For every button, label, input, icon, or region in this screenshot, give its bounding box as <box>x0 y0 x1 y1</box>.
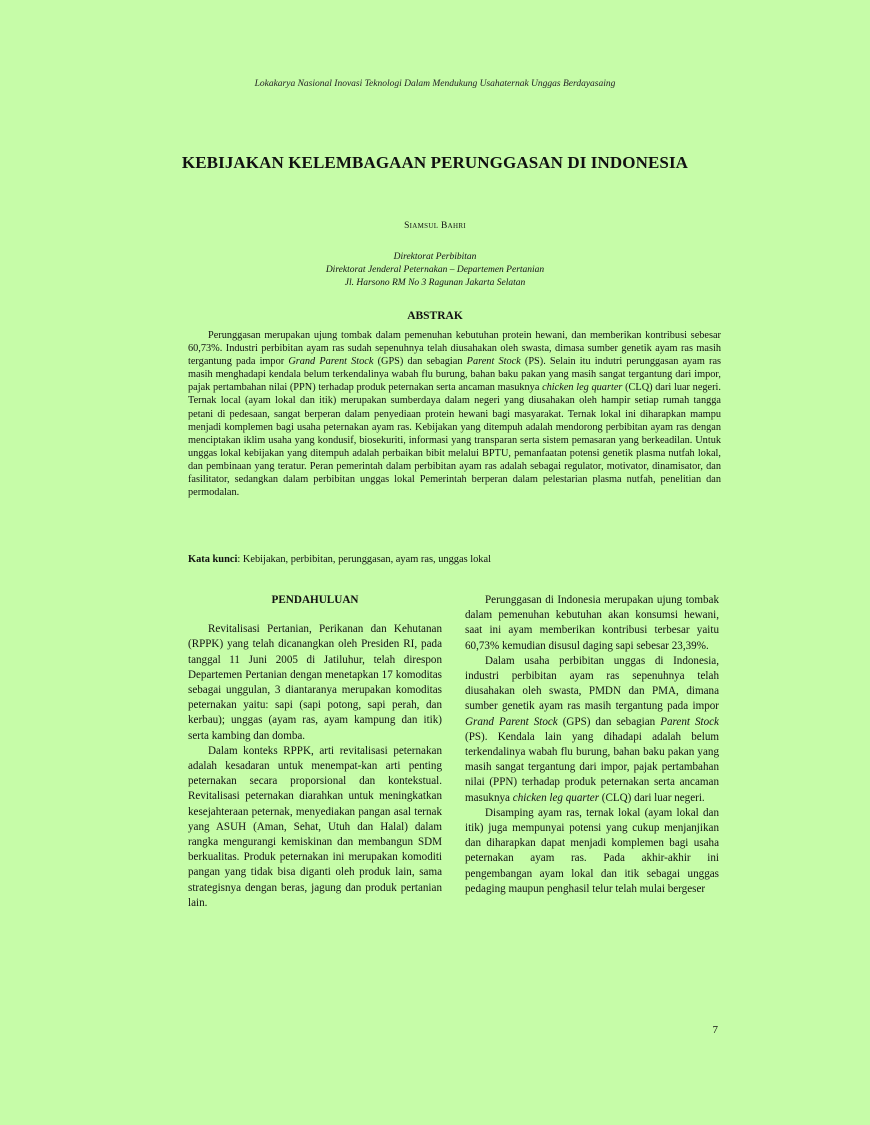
affiliation-line: Direktorat Jenderal Peternakan – Departemen Pertanian <box>325 265 545 275</box>
section-heading-pendahuluan: PENDAHULUAN <box>271 594 359 606</box>
body-column-left <box>188 593 442 911</box>
paragraph: Revitalisasi Pertanian, Perikanan dan Kehutanan (RPPK) yang telah dicanangkan oleh Presiden RI, pada tanggal 11 Juni 2005 di Jatiluhur, telah direspon Departemen Pertanian dengan menetapkan 17 komoditas sebagai unggulan, 3 diantaranya merupakan komoditas peternakan yaitu: sapi (sapi potong, sapi perah, dan kerbau); unggas (ayam ras, ayam kampung dan itik) serta kambing dan domba. <box>188 623 442 742</box>
keywords-list: : Kebijakan, perbibitan, perunggasan, ayam ras, unggas lokal <box>237 554 492 565</box>
paragraph: Dalam usaha perbibitan unggas di Indonesia, industri perbibitan ayam ras sepenuhnya telah diusahakan oleh swasta, PMDN dan PMA, dimana sumber genetik ayam ras masih tergantung pada impor Grand Parent Stock (GPS) dan sebagian Parent Stock (PS). Kendala lain yang dihadapi adalah belum terkendalinya wabah flu burung, bahan baku pakan yang masih sangat tergantung dari impor, pajak pertambahan nilai (PPN) terhadap produk peternakan serta ancaman masuknya chicken leg quarter (CLQ) dari luar negeri. <box>465 654 719 804</box>
affiliation-line: Jl. Harsono RM No 3 Ragunan Jakarta Selatan <box>344 278 526 288</box>
keywords <box>188 554 721 565</box>
page-number: 7 <box>712 1024 718 1036</box>
author-name: Siamsul Bahri <box>404 221 466 231</box>
affiliation-line: Direktorat Perbibitan <box>393 252 477 262</box>
keywords-label: Kata kunci <box>188 554 238 565</box>
article-title: KEBIJAKAN KELEMBAGAAN PERUNGGASAN DI INDONESIA <box>181 153 689 172</box>
paragraph: Perunggasan di Indonesia merupakan ujung tombak dalam pemenuhan kebutuhan akan konsumsi hewani, saat ini ayam memberikan kontribusi terbesar yaitu 60,73% kemudian disusul daging sapi sebesar 23,39%. <box>465 594 719 652</box>
abstract-heading: ABSTRAK <box>407 310 463 322</box>
body-column-right <box>465 593 719 897</box>
paragraph: Disamping ayam ras, ternak lokal (ayam lokal dan itik) juga mempunyai potensi yang cukup menjanjikan dan diharapkan dapat menjadi komplemen bagi usaha peternakan ayam ras. Pada akhir-akhir ini pengembangan ayam lokal dan itik sebagai unggas pedaging maupun penghasil telur telah mulai bergeser <box>465 806 719 895</box>
paragraph: Dalam konteks RPPK, arti revitalisasi peternakan adalah kesadaran untuk menempat-kan arti penting peternakan secara proporsional dan kontekstual. Revitalisasi peternakan diarahkan untuk meningkatkan kesejahteraan peternak, menyediakan pangan asal ternak yang ASUH (Aman, Sehat, Utuh dan Halal) dalam rangka mengurangi kemiskinan dan membangun SDM berkualitas. Produk peternakan ini merupakan komoditi pangan yang tidak bisa diganti oleh produk lain, sama strategisnya dengan beras, jagung dan produk pertanian lain. <box>188 744 442 909</box>
author-affiliation <box>0 251 870 290</box>
abstract-text: Perunggasan merupakan ujung tombak dalam pemenuhan kebutuhan protein hewani, dan memberikan kontribusi sebesar 60,73%. Industri perbibitan ayam ras sudah sepenuhnya telah diusahakan oleh swasta, dimasa sumber genetik ayam ras masih tergantung pada impor Grand Parent Stock (GPS) dan sebagian Parent Stock (PS). Selain itu indutri perunggasan ayam ras masih menghadapi kendala belum terkendalinya wabah flu burung, bahan baku pakan yang masih sangat tergantung dari impor, pajak pertambahan nilai (PPN) terhadap produk peternakan serta ancaman masuknya chicken leg quarter (CLQ) dari luar negeri. Ternak local (ayam lokal dan itik) merupakan sumberdaya dalam negeri yang diusahakan oleh hampir setiap rumah tangga petani di pedesaan, sangat berperan dalam penyediaan protein hewani bagi masyarakat. Ternak lokal ini diharapkan mampu menjadi komplemen bagi usaha peternakan ayam ras. Kebijakan yang ditempuh adalah mendorong perbibitan ayam ras dengan menciptakan iklim usaha yang kondusif, biosekuriti, informasi yang transparan serta sistem pemasaran yang berkeadilan. Untuk unggas lokal kebijakan yang ditempuh adalah perbaikan bibit melalui BPTU, pemanfaatan potensi genetik plasma nutfah lokal, dan pembinaan yang teratur. Peran pemerintah dalam perbibitan ayam ras adalah sebagai regulator, motivator, dinamisator, dan fasilitator, sedangkan dalam perbibitan unggas lokal Pemerintah berperan dalam pelestarian plasma nutfah, penelitian dan permodalan. <box>188 330 722 499</box>
running-header: Lokakarya Nasional Inovasi Teknologi Dalam Mendukung Usahaternak Unggas Berdayasaing <box>254 79 616 89</box>
